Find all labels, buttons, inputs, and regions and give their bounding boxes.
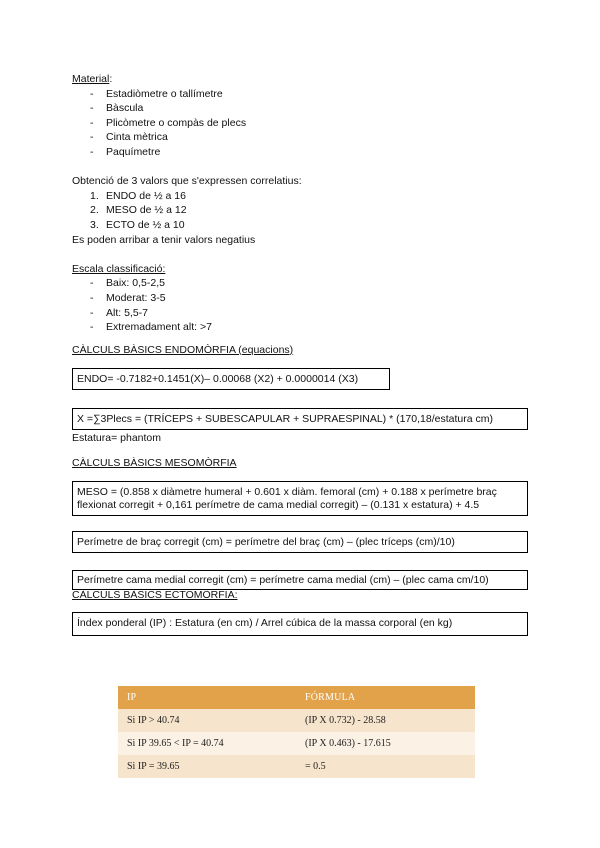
obtencio-list — [72, 189, 532, 233]
endo-equation-box: ENDO= -0.7182+0.1451(X)– 0.00068 (X2) + 0.0000014 (X3) — [72, 368, 390, 390]
list-item: - Extremadament alt: >7 — [90, 320, 532, 335]
material-colon: : — [109, 73, 113, 85]
ectomorphy-formula-table — [118, 686, 475, 778]
endo-heading: CÀLCULS BÀSICS ENDOMÒRFIA (equacions) — [72, 343, 294, 356]
escala-heading: Escala classificació: — [72, 262, 166, 275]
meso-equation-line2: flexionat corregit + 0,161 perímetre de cama medial corregit) – (0.131 x estatura) + 4.5 — [77, 498, 480, 511]
meso-equation-box — [72, 481, 528, 516]
header-ip: IP — [118, 686, 296, 709]
list-item: - Bàscula — [90, 101, 532, 116]
header-formula: FÓRMULA — [296, 686, 475, 709]
meso-equation-line1: MESO = (0.858 x diàmetre humeral + 0.601 x diàm. femoral (cm) + 0.188 x perímetre braç — [77, 486, 497, 499]
obtencio-intro: Obtenció de 3 valors que s'expressen correlatius: — [72, 175, 302, 188]
list-item: - Plicòmetre o compàs de plecs — [90, 116, 532, 131]
list-item: - Moderat: 3-5 — [90, 291, 532, 306]
list-item: - Estadiòmetre o tallímetre — [90, 87, 532, 102]
table-row — [118, 755, 475, 778]
table-header-row — [118, 686, 475, 709]
brac-formula-box: Perímetre de braç corregit (cm) = perímetre del braç (cm) – (plec tríceps (cm)/10) — [72, 531, 528, 553]
list-item: - Alt: 5,5-7 — [90, 306, 532, 321]
ip-formula: (IP X 0.732) - 28.58 — [296, 709, 475, 732]
list-item: 1. ENDO de ½ a 16 — [90, 189, 186, 202]
escala-list — [72, 276, 532, 334]
material-title: Material — [72, 73, 110, 85]
x-formula-box: X =∑3Plecs = (TRÍCEPS + SUBESCAPULAR + SUPRAESPINAL) * (170,18/estatura cm) — [72, 408, 528, 430]
estatura-note: Estatura= phantom — [72, 432, 162, 445]
table-row — [118, 732, 475, 755]
negative-values-note: Es poden arribar a tenir valors negatius — [72, 233, 256, 246]
ip-condition: Si IP > 40.74 — [118, 709, 296, 732]
material-heading — [72, 72, 532, 87]
table-row — [118, 709, 475, 732]
ip-formula: (IP X 0.463) - 17.615 — [296, 732, 475, 755]
ip-condition: Si IP 39.65 < IP = 40.74 — [118, 732, 296, 755]
ip-formula: = 0.5 — [296, 755, 475, 778]
index-ponderal-box: Índex ponderal (IP) : Estatura (en cm) / Arrel cúbica de la massa corporal (en kg) — [72, 612, 528, 636]
ecto-heading: CÀLCULS BÀSICS ECTOMÒRFIA: — [72, 589, 238, 602]
list-item: - Paquímetre — [90, 145, 532, 160]
list-item: 3. ECTO de ½ a 10 — [90, 218, 185, 231]
cama-formula-box: Perímetre cama medial corregit (cm) = perímetre cama medial (cm) – (plec cama cm/10) — [72, 570, 528, 590]
list-item: - Cinta mètrica — [90, 130, 532, 145]
list-item: 2. MESO de ½ a 12 — [90, 204, 187, 217]
meso-heading: CÀLCULS BÀSICS MESOMÒRFIA — [72, 456, 237, 469]
ip-condition: Si IP = 39.65 — [118, 755, 296, 778]
list-item: - Baix: 0,5-2,5 — [90, 276, 532, 291]
document-page — [72, 72, 532, 636]
material-list — [72, 87, 532, 160]
